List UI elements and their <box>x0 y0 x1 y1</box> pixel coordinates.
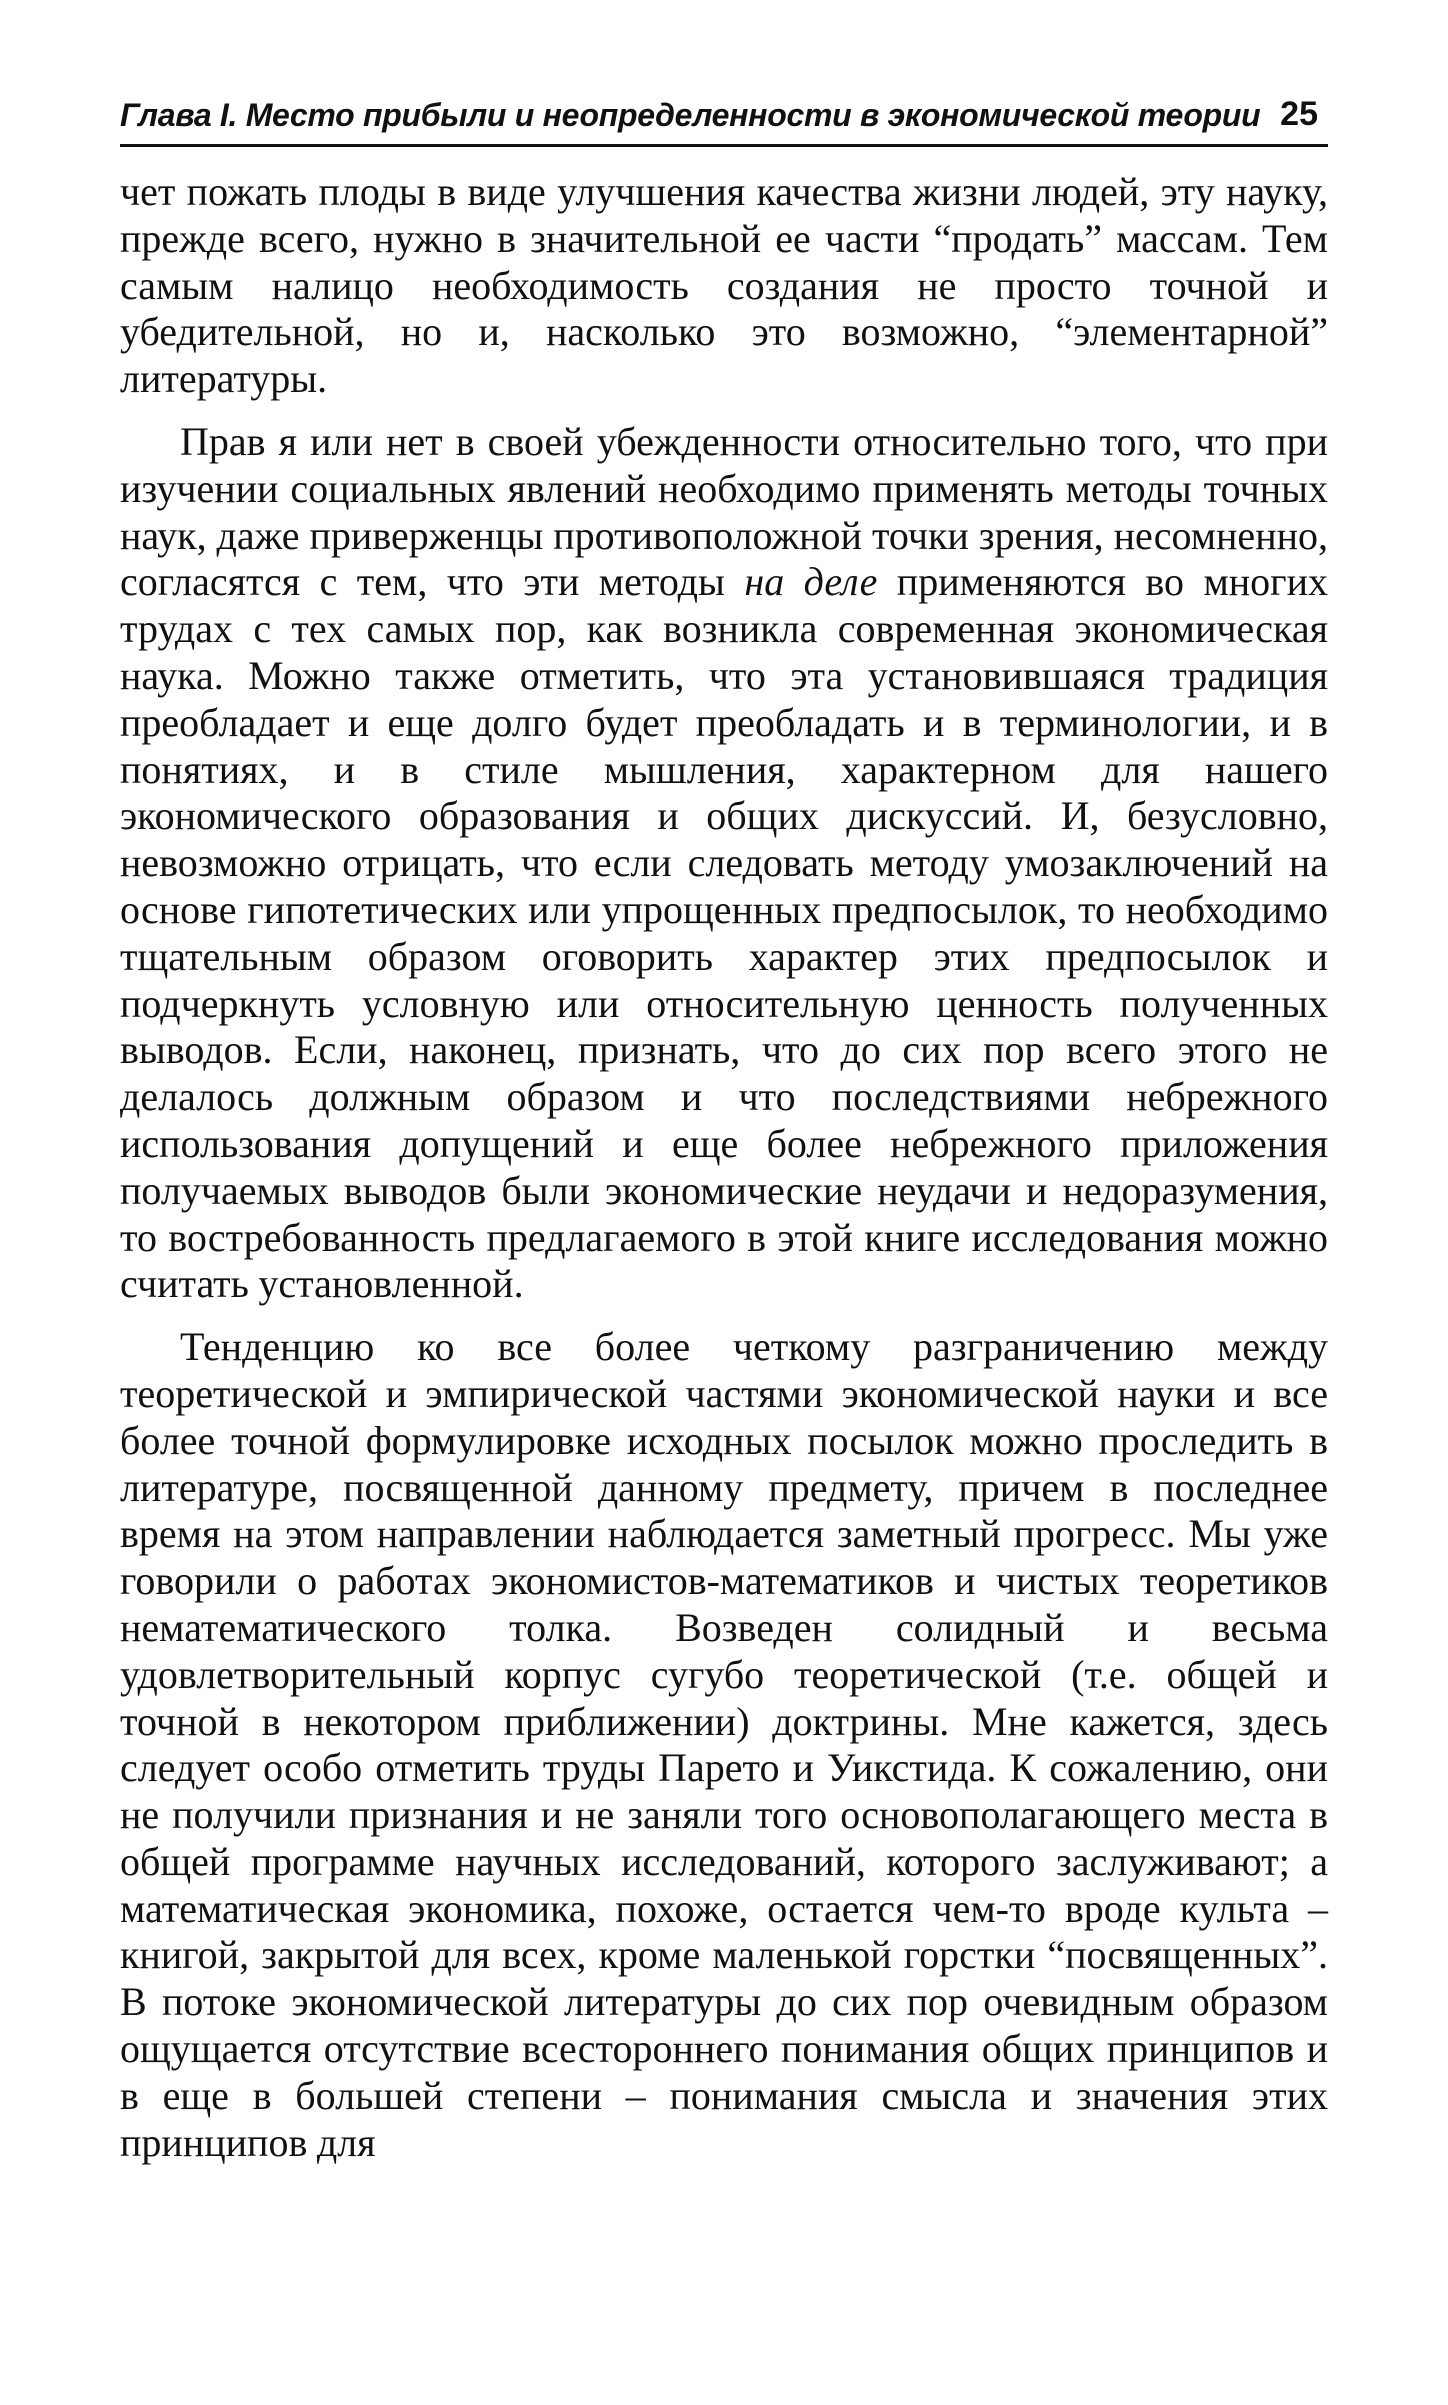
paragraph-text: Прав я или нет в своей убежденности относительно того, что при изучении социальных явлений необходимо применять методы точных наук, даже приверженцы противоположной точки зрения, несомненно, согласятся с тем, что эти методы <box>120 418 1328 605</box>
emphasis-phrase: на деле <box>744 559 878 605</box>
paragraph-methods <box>120 419 1328 1308</box>
paragraph-continuation: чет пожать плоды в виде улучшения качества жизни людей, эту науку, прежде всего, нужно в значительной ее части “продать” массам. Тем самым налицо необходимость создания не просто точной и убедительной, но и, насколько это возможно, “элементарной” литературы. <box>120 169 1328 402</box>
chapter-running-title: Глава I. Место прибыли и неопределенности в экономической теории <box>120 97 1261 133</box>
page-number: 25 <box>1280 95 1318 133</box>
body-text <box>120 169 1328 2166</box>
running-header <box>120 95 1328 147</box>
book-page <box>120 95 1328 2166</box>
paragraph-tendency: Тенденцию ко все более четкому разграничению между теоретической и эмпирической частями экономической науки и все более точной формулировке исходных посылок можно проследить в литературе, посвященной данному предмету, причем в последнее время на этом направлении наблюдается заметный прогресс. Мы уже говорили о работах экономистов-математиков и чистых теоретиков нематематического толка. Возведен солидный и весьма удовлетворительный корпус сугубо теоретической (т.е. общей и точной в некотором приближении) доктрины. Мне кажется, здесь следует особо отметить труды Парето и Уикстида. К сожалению, они не получили признания и не заняли того основополагающего места в общей программе научных исследований, которого заслуживают; а математическая экономика, похоже, остается чем-то вроде культа – книгой, закрытой для всех, кроме маленькой горстки “посвященных”. В потоке экономической литературы до сих пор очевидным образом ощущается отсутствие всестороннего понимания общих принципов и в еще в большей степени – понимания смысла и значения этих принципов для <box>120 1324 1328 2165</box>
paragraph-text: применяются во многих трудах с тех самых пор, как возникла современная экономическая наука. Можно также отметить, что эта установившаяся традиция преобладает и еще долго будет преобладать и в терминологии, и в понятиях, и в стиле мышления, характерном для нашего экономического образования и общих дискуссий. И, безусловно, невозможно отрицать, что если следовать методу умозаключений на основе гипотетических или упрощенных предпосылок, то необходимо тщательным образом оговорить характер этих предпосылок и подчеркнуть условную или относительную ценность полученных выводов. Если, наконец, признать, что до сих пор всего этого не делалось должным образом и что последствиями небрежного использования допущений и еще более небрежного приложения получаемых выводов были экономические неудачи и недоразумения, то востребованность предлагаемого в этой книге исследования можно считать установленной. <box>120 559 1328 1307</box>
